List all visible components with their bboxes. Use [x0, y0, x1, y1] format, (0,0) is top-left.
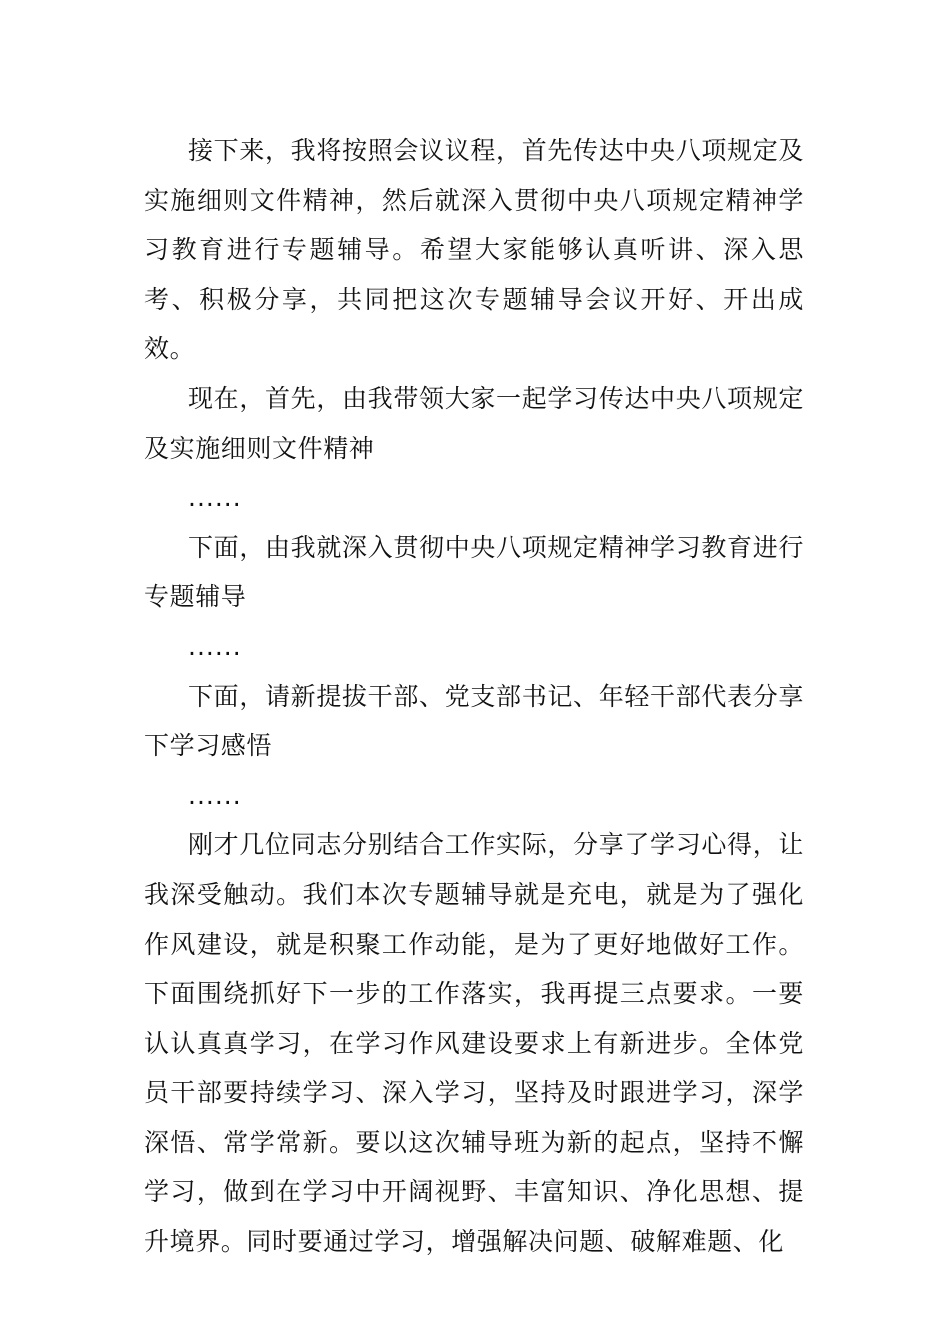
- paragraph-cadre-sharing: 下面，请新提拔干部、党支部书记、年轻干部代表分享下学习感悟: [144, 681, 804, 761]
- document-body: [144, 126, 804, 1267]
- paragraph-requirements: 刚才几位同志分别结合工作实际，分享了学习心得，让我深受触动。我们本次专题辅导就是充电，就是为了强化作风建设，就是积聚工作动能，是为了更好地做好工作。下面围绕抓好下一步的工作落实，我再提三点要求。一要认认真真学习，在学习作风建设要求上有新进步。全体党员干部要持续学习、深入学习，坚持及时跟进学习，深学深悟、常学常新。要以这次辅导班为新的起点，坚持不懈学习，做到在学习中开阔视野、丰富知识、净化思想、提升境界。同时要通过学习，增强解决问题、破解难题、化: [144, 830, 804, 1257]
- ellipsis-3: ......: [188, 780, 242, 810]
- paragraph-special-tutoring: 下面，由我就深入贯彻中央八项规定精神学习教育进行专题辅导: [144, 532, 804, 612]
- paragraph-meeting-agenda: 接下来，我将按照会议议程，首先传达中央八项规定及实施细则文件精神，然后就深入贯彻中央八项规定精神学习教育进行专题辅导。希望大家能够认真听讲、深入思考、积极分享，共同把这次专题辅导会议开好、开出成效。: [144, 136, 804, 364]
- paragraph-convey-regulations: 现在，首先，由我带领大家一起学习传达中央八项规定及实施细则文件精神: [144, 383, 804, 463]
- ellipsis-1: ......: [188, 483, 242, 513]
- ellipsis-2: ......: [188, 631, 242, 661]
